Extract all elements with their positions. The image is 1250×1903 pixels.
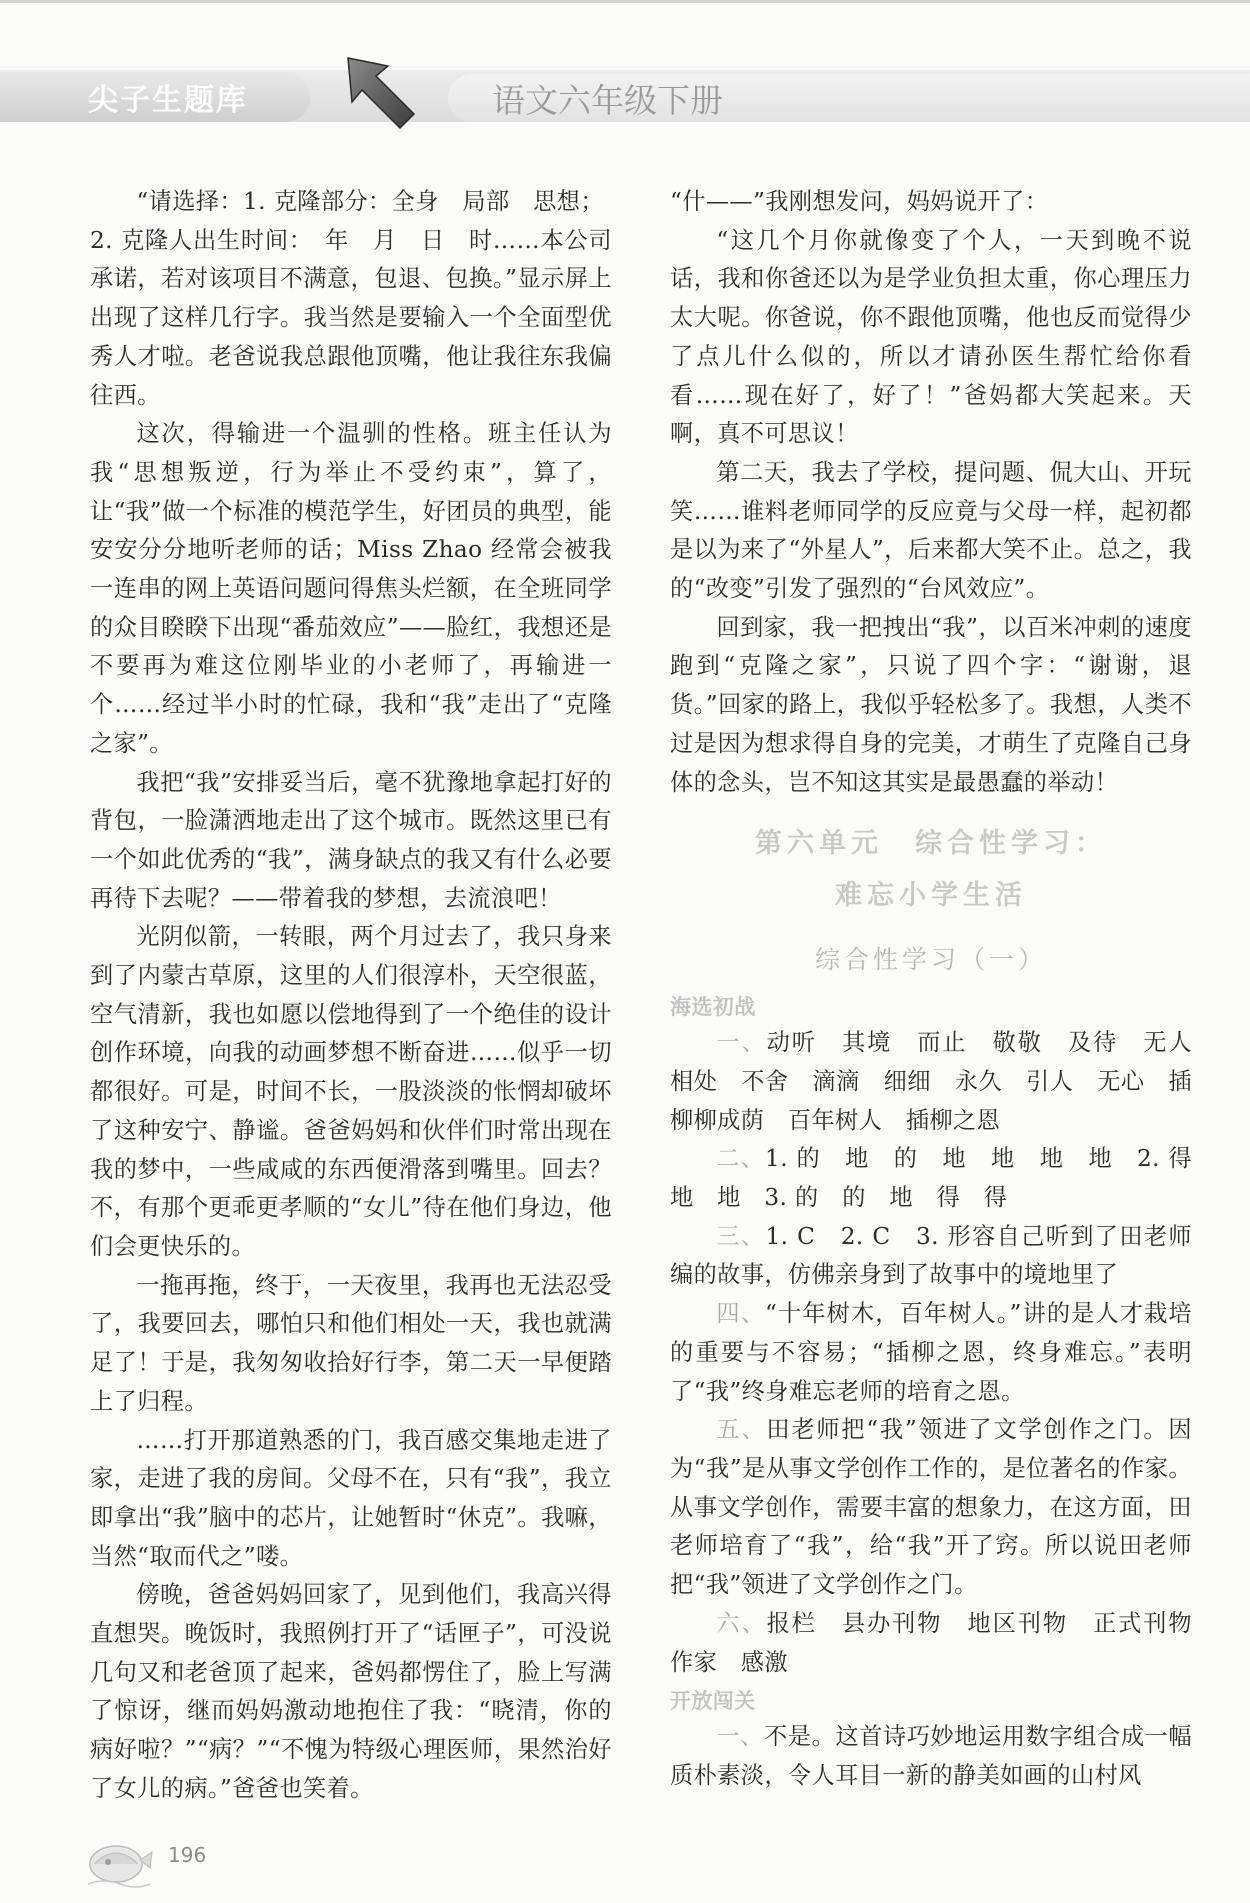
left-para-3: 这次，得输进一个温驯的性格。班主任认为我“思想叛逆，行为举止不受约束”，算了，让“我”做一个标准的模范学生，好团员的典型，能安安分分地听老师的话；Miss Zhao 经常会被我一连串的网上英语问题问得焦头烂额，在全班同学的众目睽睽下出现“番茄效应”——脸红，我想还是不要再为难这位刚毕业的小老师了，再输进一个……经过半小时的忙碌，我和“我”走出了“克隆之家”。 — [90, 420, 612, 757]
brand-text: 尖子生题库 — [88, 83, 248, 118]
answer-label: 三、 — [716, 1222, 766, 1250]
left-column — [90, 183, 612, 1809]
right-para-2: “这几个月你就像变了个人，一天到晚不说话，我和你爸还以为是学业负担太重，你心理压力太大呢。你爸说，你不跟他顶嘴，他也反而觉得少了点儿什么似的，所以才请孙医生帮忙给你看看……现在好了，好了！”爸妈都大笑起来。天啊，真不可思议！ — [670, 226, 1192, 448]
unit-subtitle: 综合性学习（一） — [814, 945, 1047, 975]
answer-label: 二、 — [716, 1145, 766, 1173]
left-para-8: 傍晚，爸爸妈妈回家了，见到他们，我高兴得直想哭。晚饭时，我照例打开了“话匣子”，可没说几句又和老爸顶了起来，爸妈都愣住了，脸上写满了惊讶，继而妈妈激动地抱住了我：“晓清，你的病好啦？”“病？”“不愧为特级心理医师，果然治好了女儿的病。”爸爸也笑着。 — [90, 1581, 612, 1802]
mascot-icon — [84, 1830, 154, 1888]
left-para-1: “请选择：1. 克隆部分：全身 局部 思想； — [136, 188, 604, 215]
right-para-3: 第二天，我去了学校，提问题、侃大山、开玩笑……谁料老师同学的反应竟与父母一样，起初都是以为来了“外星人”，后来都大笑不止。总之，我的“改变”引发了强烈的“台风效应”。 — [670, 458, 1192, 603]
subject-tab — [448, 74, 1250, 122]
answer-label: 一、 — [716, 1723, 764, 1751]
answer-text: 1. C 2. C 3. 形容自己听到了田老师编的故事，仿佛亲身到了故事中的境地里了 — [670, 1222, 1192, 1289]
top-rule — [0, 0, 1250, 3]
left-para-5: 光阴似箭，一转眼，两个月过去了，我只身来到了内蒙古草原，这里的人们很淳朴，天空很蓝，空气清新，我也如愿以偿地得到了一个绝佳的设计创作环境，向我的动画梦想不断奋进……似乎一切都很好。可是，时间不长，一股淡淡的怅惘却破坏了这种安宁、静谧。爸爸妈妈和伙伴们时常出现在我的梦中，一些咸咸的东西便滑落到嘴里。回去？不，有那个更乖更孝顺的“女儿”待在他们身边，他们会更快乐的。 — [90, 923, 612, 1260]
brand-tab — [0, 72, 310, 122]
subject-text: 语文六年级下册 — [492, 80, 723, 120]
left-para-6: 一拖再拖，终于，一天夜里，我再也无法忍受了，我要回去，哪怕只和他们相处一天，我也就满足了！于是，我匆匆收拾好行李，第二天一早便踏上了归程。 — [90, 1271, 612, 1415]
section-heading-kaifang: 开放闯关 — [670, 1689, 756, 1714]
answer-label: 五、 — [716, 1416, 767, 1444]
answer-1 — [670, 1024, 1216, 1140]
answer-text: 田老师把“我”领进了文学创作之门。因为“我”是从事文学创作工作的，是位著名的作家。从事文学创作，需要丰富的想象力，在这方面，田老师培育了“我”，给“我”开了窍。所以说田老师把“我”领进了文学创作之门。 — [670, 1416, 1192, 1599]
answer-text: 1. 的 地 的 地 地 地 地 2. 得 地 地 3. 的 的 地 得 得 — [670, 1145, 1216, 1212]
answer-6 — [670, 1605, 1216, 1682]
answer-4 — [670, 1295, 1192, 1411]
answer-2 — [670, 1140, 1216, 1217]
left-para-4: 我把“我”安排妥当后，毫不犹豫地拿起打好的背包，一脸潇洒地走出了这个城市。既然这里已有一个如此优秀的“我”，满身缺点的我又有什么必要再待下去呢？——带着我的梦想，去流浪吧！ — [90, 768, 612, 912]
answer-3 — [670, 1218, 1192, 1295]
left-para-7: ……打开那道熟悉的门，我百感交集地走进了家，走进了我的房间。父母不在，只有“我”，我立即拿出“我”脑中的芯片，让她暂时“休克”。我嘛，当然“取而代之”喽。 — [90, 1426, 612, 1570]
unit-title-line1: 第六单元 综合性学习： — [755, 828, 1107, 860]
right-para-1: “什——”我刚想发问，妈妈说开了： — [670, 188, 1049, 215]
left-para-2: 2. 克隆人出生时间： 年 月 日 时……本公司承诺，若对该项目不满意，包退、包换。”显示屏上出现了这样几行字。我当然是要输入一个全面型优秀人才啦。老爸说我总跟他顶嘴，他让我往东我偏往西。 — [90, 226, 612, 409]
answer-text: “十年树木，百年树人。”讲的是人才栽培的重要与不容易；“插柳之恩，终身难忘。”表明了“我”终身难忘老师的培育之恩。 — [670, 1300, 1192, 1405]
open-answer-1 — [670, 1718, 1192, 1795]
answer-label: 六、 — [716, 1609, 767, 1637]
answer-label: 一、 — [716, 1029, 767, 1057]
answer-text: 报栏 县办刊物 地区刊物 正式刊物 作家 感激 — [670, 1609, 1216, 1676]
page-number: 196 — [168, 1843, 207, 1867]
right-para-4: 回到家，我一把拽出“我”，以百米冲刺的速度跑到“克隆之家”，只说了四个字：“谢谢，退货。”回家的路上，我似乎轻松多了。我想，人类不过是因为想求得自身的完美，才萌生了克隆自己身体的念头，岂不知这其实是最愚蠢的举动！ — [670, 613, 1192, 796]
section-heading-haixuan: 海选初战 — [670, 995, 756, 1020]
unit-title-line2: 难忘小学生活 — [835, 880, 1027, 912]
right-column — [670, 183, 1216, 1796]
answer-text: 动听 其境 而止 敬敬 及待 无人 相处 不舍 滴滴 细细 永久 引人 无心 插柳柳成荫 百年树人 插柳之恩 — [670, 1029, 1216, 1134]
arrow-icon — [340, 52, 420, 132]
answer-label: 四、 — [716, 1300, 766, 1328]
answer-text: 不是。这首诗巧妙地运用数字组合成一幅质朴素淡，令人耳目一新的静美如画的山村风 — [670, 1723, 1192, 1789]
answer-5 — [670, 1411, 1192, 1605]
